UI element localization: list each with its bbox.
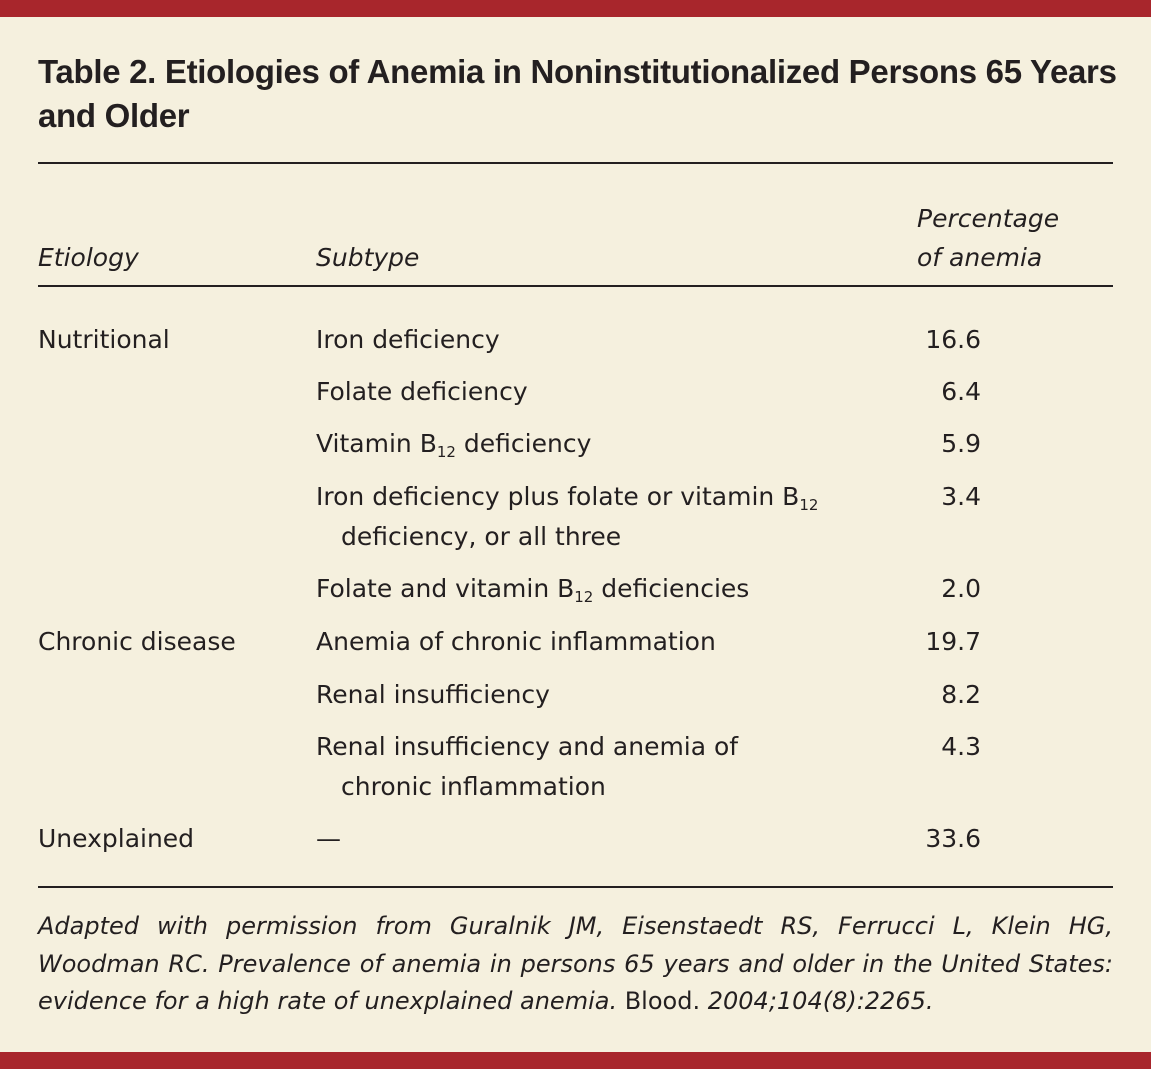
table-title: Table 2. Etiologies of Anemia in Noninstitutionalized Persons 65 Years and Older: [38, 53, 1117, 134]
etiology-unexplained: Unexplained: [38, 824, 195, 853]
value-renal-insufficiency: 8.2: [941, 680, 981, 709]
subtype-renal-insufficiency: Renal insufficiency: [316, 680, 550, 709]
source-note: Adapted with permission from Guralnik JM, Eisenstaedt RS, Ferrucci L, Klein HG, Woodman RC. Prevalence of anemia in persons 65 years and older in the United States: evidence for a high rate of unexplained anemia. Blood. 2004;104(8):2265.: [38, 912, 1113, 1015]
subtype-folate-deficiency: Folate deficiency: [316, 377, 528, 406]
bottom-accent-bar: [0, 1052, 1151, 1069]
value-iron-plus-folate-or-b12: 3.4: [941, 482, 981, 511]
etiology-chronic-disease: Chronic disease: [38, 627, 236, 656]
subtype-iron-plus-folate-or-b12-line2: deficiency, or all three: [341, 522, 622, 551]
bottom-rule: [38, 886, 1113, 888]
top-accent-bar: [0, 0, 1151, 17]
title-rule: [38, 162, 1113, 164]
value-anemia-chronic-inflammation: 19.7: [925, 627, 981, 656]
subtype-renal-and-inflammation: Renal insufficiency and anemia of: [316, 732, 739, 761]
column-header-percentage-line2: of anemia: [917, 243, 1043, 272]
column-header-subtype: Subtype: [316, 243, 420, 272]
subtype-vitamin-b12-deficiency: Vitamin $B_{12}$ deficiency: [316, 429, 592, 461]
value-unexplained: 33.6: [925, 824, 981, 853]
column-header-etiology: Etiology: [38, 243, 139, 272]
subtype-unexplained-dash: —: [316, 824, 341, 853]
subtype-iron-plus-folate-or-b12: Iron deficiency plus folate or vitamin $B_{12}$: [316, 482, 819, 514]
subtype-anemia-chronic-inflammation: Anemia of chronic inflammation: [316, 627, 716, 656]
subtype-folate-and-b12: Folate and vitamin $B_{12}$ deficiencies: [316, 574, 750, 606]
subtype-iron-deficiency: Iron deficiency: [316, 325, 500, 354]
header-rule: [38, 285, 1113, 287]
subtype-renal-and-inflammation-line2: chronic inflammation: [341, 772, 606, 801]
value-vitamin-b12-deficiency: 5.9: [941, 429, 981, 458]
column-header-percentage: [917, 199, 1059, 277]
etiology-nutritional: Nutritional: [38, 325, 170, 354]
value-folate-deficiency: 6.4: [941, 377, 981, 406]
value-iron-deficiency: 16.6: [925, 325, 981, 354]
value-renal-and-inflammation: 4.3: [941, 732, 981, 761]
column-header-percentage-line1: Percentage: [917, 204, 1060, 233]
value-folate-and-b12: 2.0: [941, 574, 981, 603]
